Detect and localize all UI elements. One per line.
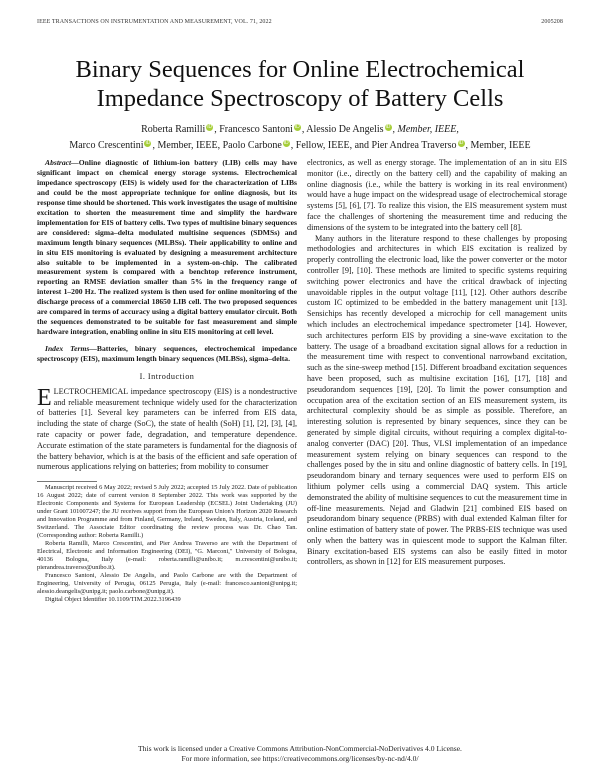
author-name: Roberta Ramilli [141,124,206,135]
license-notice [37,744,563,764]
author-name: , Alessio De Angelis [301,124,384,135]
footnote-doi[interactable]: Digital Object Identifier 10.1109/TIM.2022.3196439 [45,596,181,604]
running-header: IEEE TRANSACTIONS ON INSTRUMENTATION AND MEASUREMENT, VOL. 71, 2022 [37,19,272,25]
index-terms [37,344,297,364]
license-line: This work is licensed under a Creative Commons Attribution-NonCommercial-NoDerivatives 4.0 License. [138,744,462,753]
orcid-icon[interactable]: iD [207,123,213,130]
author-name: , Member, IEEE, Paolo Carbone [152,140,282,151]
author-line-1 [40,122,560,138]
orcid-icon[interactable]: iD [283,139,289,146]
abstract-label: Abstract— [45,158,79,167]
footnotes [37,481,297,604]
author-name: , Member, IEEE [465,140,531,151]
license-link[interactable]: For more information, see https://creativecommons.org/licenses/by-nc-nd/4.0/ [181,754,419,763]
orcid-icon[interactable]: iD [145,139,151,146]
footnote-affiliation-perugia: Francesco Santoni, Alessio De Angelis, and Paolo Carbone are with the Department of Engineering, University of Perugia, 06125 Perugia, Italy (e-mail: francesco.santoni@unipg.it; alessio.deangelis@unipg.it; paolo.carbone@unipg.it). [37,572,297,596]
intro-paragraph [37,384,297,473]
intro-text: LECTROCHEMICAL impedance spectroscopy (EIS) is a nondestructive and reliable measurement technique widely used for the characterization of batteries [1]. Several key parameters can be inferred from EIS data, including the state of charge (SoC), the state of health (SoH) [1], [2], [3], [4], rate capacity or power fade, degradation, and temperature dependence. Accurate estimation of the state parameters is fundamental for the diagnosis of the battery behavior, which is at the basis of the efficient and safe operation of numerous applications relying on batteries; from mobility to consumer [37,386,297,472]
drop-cap: E [37,384,52,411]
orcid-icon[interactable]: iD [294,123,300,130]
abstract-text: Online diagnostic of lithium-ion battery (LIB) cells may have significant impact on chemical energy storage systems. Electrochemical impedance spectroscopy (EIS) is widely used for the characterization of LIBs and could be the most appropriate technique for online diagnosis, but its response time should be shortened. This work investigates the usage of multisine excitation to shorten the measurement time and simplify the hardware implementation for EIS of battery cells. Two types of multisine binary sequences are considered: sigma–delta modulated multisine sequences (SDMSs) and maximum length binary sequences (MLBSs). Their applicability to online and in situ EIS monitoring is evaluated by designing a measurement architecture also suitable to be implemented in a system-on-chip. The calibrated measurement system is compared with a benchtop reference instrument, reporting an RMSE deviation smaller than 5% in the frequency range of interest 1–200 Hz. The realized system is then used for online monitoring of the discharge process of a commercial 18650 LIB cell. The two proposed sequences are compared in terms of accuracy using a digital battery emulator circuit. Both the sequences demonstrated to be suitable for fast measurement and simple hardware integration, enabling online in situ EIS monitoring at cell level. [37,158,297,337]
footnote-manuscript: Manuscript received 6 May 2022; revised 5 July 2022; accepted 15 July 2022. Date of publication 16 August 2022; date of current version 8 September 2022. This work was supported by the Electronic Components and Systems for European Leadership (ECSEL) Joint Undertaking (JU) under Grant 101007247; the JU receives support from the European Union's Horizon 2020 Research and Innovation Programme and from Finland, Germany, Ireland, Sweden, Italy, Austria, Iceland, and Switzerland. The Associate Editor coordinating the review process was Dr. Chao Tan. (Corresponding author: Roberta Ramilli.) [37,484,297,540]
orcid-icon[interactable]: iD [458,139,464,146]
author-affiliation-role: , Member, IEEE, [392,124,459,135]
article-number: 2005208 [541,19,563,25]
index-terms-label: Index Terms— [45,344,97,354]
body-paragraph: Many authors in the literature respond to these challenges by proposing methodologies and architectures in which EIS excitation is realized by properly controlling the electronic load, like the power converter or the motor controller [9], [10]. These methods are limited to specific systems requiring switching power electronics and have the critical drawback of injecting unavoidable ripples in the output voltage [11], [12]. Other authors describe custom IC optimized to be embedded in the battery management unit [13]. Sensichips has recently developed a microchip for cell management units which includes an electrochemical impedance spectrometer [14]. However, such architectures perform EIS by providing a sine-wave excitation to the battery. The usage of a broadband excitation signal allows for a reduction in the measurement time with respect to conventional narrowband excitation, such as the sine-sweep method [15]. Different broadband excitation sequences have been proposed, such as multisine excitation [16], [17], [18] and pseudorandom sequences [19], [20]. To limit the power consumption and occupation area of the excitation section of an EIS measurement system, its architectural complexity should be as simple as possible. Therefore, an interesting solution is represented by binary sequences, since they can be generated by simple digital circuits, without requiring a complex digital-to-analog converter (DAC) [20]. Thus, VLSI implementation of an impedance measurement system relying on binary sequences can respond to the challenges posed by the in situ and online diagnostic of battery cells. In [19], pseudorandom binary and ternary sequences were used to perform EIS on lithium polymer cells using a commercial DAQ system. This article demonstrated the ability of multisine sequences to cut the measurement time in off-line measurements. Nejad and Gladwin [21] combined EIS based on pseudorandom binary sequence (PRBS) with dual extended Kalman filter for online estimation of battery state of power. The PRBS-EIS technique was used only when the battery was in quiescent mode to support the Kalman filter. Binary excitation-based EIS systems can also be easily fitted in motor controllers, as shown in [12] for EIS measurement purposes. [307,233,567,567]
author-name: Marco Crescentini [69,140,144,151]
author-line-2 [40,138,560,154]
index-terms-text: Batteries, binary sequences, electrochemical impedance spectroscopy (EIS), maximum length binary sequences (MLBSs), sigma–delta. [37,344,297,364]
author-list [40,122,560,154]
section-heading: I. Introduction [139,372,195,382]
body-paragraph: electronics, as well as energy storage. The implementation of an in situ EIS monitor (i.e., directly on the battery cell) and the capability of making an online diagnosis (i.e., while the battery is working in its real environment) would have a huge impact on the widespread usage of electrochemical storage systems [5], [6], [7]. To realize this vision, the EIS measurement system must face the challenges of shortening the measurement time and reducing the dimensions of the system to be integrated into the battery cell [8]. [307,158,567,232]
author-name: , Francesco Santoni [214,124,293,135]
right-column [307,158,567,568]
author-name: , Fellow, IEEE, and Pier Andrea Traverso [290,140,457,151]
left-column [37,158,297,604]
abstract [37,158,297,337]
orcid-icon[interactable]: iD [385,123,391,130]
footnote-affiliation-bologna: Roberta Ramilli, Marco Crescentini, and Pier Andrea Traverso are with the Department of Electrical, Electronic and Information Engineering (DEI), "G. Marconi," University of Bologna, 40136 Bologna, Italy (e-mail: roberta.ramilli@unibo.it; m.crescentini@unibo.it; pierandrea.traverso@unibo.it). [37,540,297,572]
paper-title: Binary Sequences for Online Electrochemical Impedance Spectroscopy of Battery Cells [75,56,525,112]
footnote-divider [37,481,97,482]
